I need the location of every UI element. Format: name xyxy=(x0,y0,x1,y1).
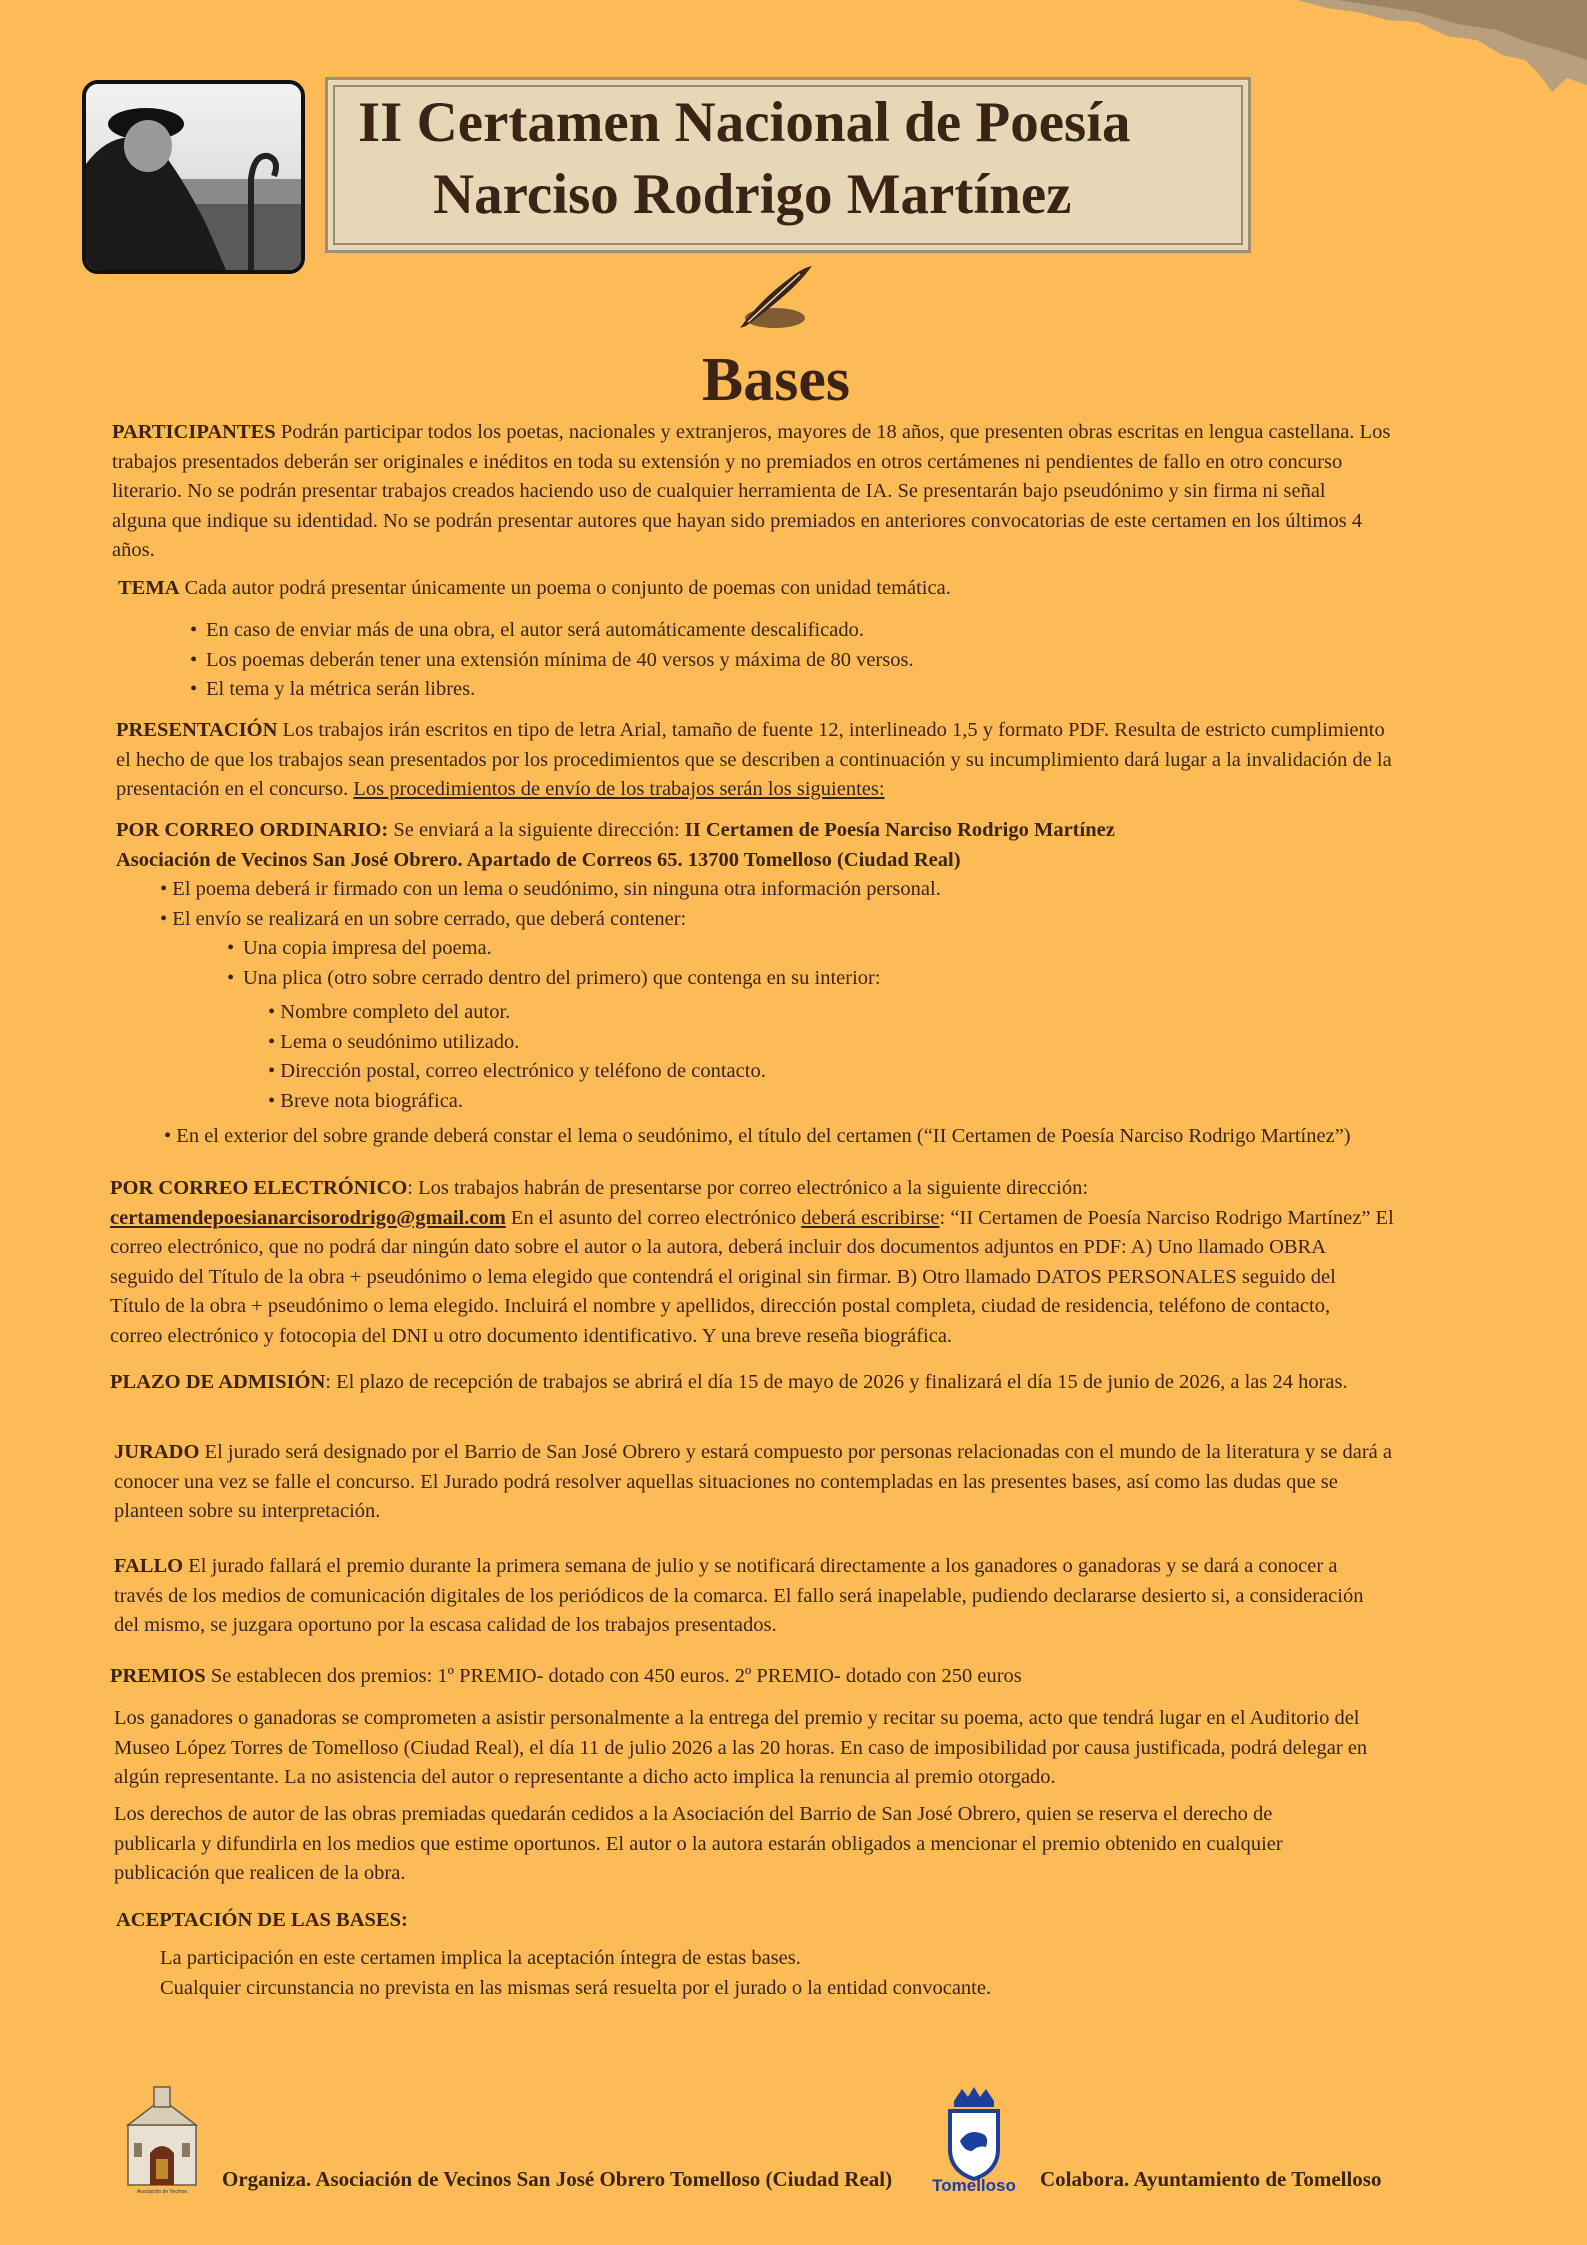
correo-electronico-line: : Los trabajos habrán de presentarse por correo electrónico a la siguiente dirección: xyxy=(407,1177,1089,1199)
portrait-photo xyxy=(82,80,305,274)
aceptacion-section xyxy=(116,1906,1536,1936)
ordinario-exterior-text: • En el exterior del sobre grande deberá constar el lema o seudónimo, el título del certamen (“II Certamen de Poesía Narciso Rodrigo Martínez”) xyxy=(164,1125,1351,1147)
plica-item: • Dirección postal, correo electrónico y teléfono de contacto. xyxy=(268,1060,766,1082)
premios-line: Los ganadores o ganadoras se comprometen a asistir personalmente a la entrega del premio y recitar su poema, acto que tendrá lugar en el Auditorio del xyxy=(114,1707,1360,1729)
presentacion-line: Los trabajos irán escritos en tipo de letra Arial, tamaño de fuente 12, interlineado 1,5 y formato PDF. Resulta de estricto cumplimiento xyxy=(277,719,1385,741)
presentacion-label: PRESENTACIÓN xyxy=(116,719,278,741)
presentacion-line: presentación en el concurso. xyxy=(116,778,354,800)
jurado-line: El jurado será designado por el Barrio de San José Obrero y estará compuesto por personas relacionadas con el mundo de la literatura y se dará a xyxy=(199,1441,1392,1463)
plazo-section xyxy=(110,1368,1530,1398)
postal-address-line2: Asociación de Vecinos San José Obrero. Apartado de Correos 65. 13700 Tomelloso (Ciudad Real) xyxy=(116,848,961,871)
aceptacion-line: Cualquier circunstancia no prevista en las mismas será resuelta por el jurado o la entidad convocante. xyxy=(160,1976,992,1999)
participantes-line: trabajos presentados deberán ser originales e inéditos en toda su extensión y no premiados en otros certámenes ni pendientes de fallo en otro concurso xyxy=(112,450,1343,473)
church-logo xyxy=(122,2085,202,2200)
plazo-label: PLAZO DE ADMISIÓN xyxy=(110,1371,326,1393)
section-title: Bases xyxy=(701,346,851,414)
correo-electronico-section xyxy=(110,1174,1530,1351)
ordinario-bullet: • El poema deberá ir firmado con un lema o seudónimo, sin ninguna otra información personal. xyxy=(160,878,941,900)
tema-bullets xyxy=(206,616,1587,705)
correo-electronico-label: POR CORREO ELECTRÓNICO xyxy=(110,1177,408,1199)
tema-section xyxy=(118,574,1538,604)
premios-derechos xyxy=(114,1800,1534,1889)
fallo-line: El jurado fallará el premio durante la primera semana de julio y se notificará directamente a los ganadores o ganadoras y se dará a conocer a xyxy=(183,1555,1338,1577)
tema-text: Cada autor podrá presentar únicamente un poema o conjunto de poemas con unidad temática. xyxy=(179,577,951,599)
premios-section xyxy=(110,1662,1530,1692)
correo-electronico-line: correo electrónico y fotocopia del DNI u otro documento identificativo. Y una breve reseña biográfica. xyxy=(110,1324,953,1347)
plica-item: • Lema o seudónimo utilizado. xyxy=(268,1030,520,1053)
premios-line: publicarla y difundirla en los medios que estime oportunos. El autor o la autora estarán obligados a mencionar el premio obtenido en cualquier xyxy=(114,1832,1283,1855)
tema-bullet: • Los poemas deberán tener una extensión mínima de 40 versos y máxima de 80 versos. xyxy=(206,646,1587,676)
correo-electronico-line: Título de la obra + pseudónimo o lema elegido. Incluirá el nombre y apellidos, dirección postal completa, ciudad de residencia, teléfono de contacto, xyxy=(110,1295,1331,1317)
presentacion-line: el hecho de que los trabajos sean presentados por los procedimientos que se describen a continuación y su incumplimiento dará lugar a la invalidación de la xyxy=(116,748,1392,771)
plica-items xyxy=(268,998,1587,1116)
fallo-line: través de los medios de comunicación digitales de los periódicos de la comarca. El fallo será inapelable, pudiendo declararse desierto si, a consideración xyxy=(114,1584,1364,1607)
correo-ordinario-section xyxy=(116,816,1536,934)
plica-item: • Nombre completo del autor. xyxy=(268,1001,511,1023)
tema-bullet: • En caso de enviar más de una obra, el autor será automáticamente descalificado. xyxy=(206,616,1587,646)
torn-paper-decoration xyxy=(1257,0,1587,110)
ordinario-sub-bullets xyxy=(243,934,1587,993)
tema-bullet: • El tema y la métrica serán libres. xyxy=(206,675,1587,705)
presentacion-section xyxy=(116,716,1536,805)
footer-organiza: Organiza. Asociación de Vecinos San José Obrero Tomelloso (Ciudad Real) xyxy=(222,2167,893,2191)
presentacion-procedures: Los procedimientos de envío de los trabajos serán los siguientes: xyxy=(353,778,885,800)
tomelloso-logo-text: Tomelloso xyxy=(932,2176,1016,2195)
correo-ordinario-label: POR CORREO ORDINARIO: xyxy=(116,819,389,841)
participantes-line: literario. No se podrán presentar trabajos creados haciendo uso de cualquier herramienta de IA. Se presentarán bajo pseudónimo y sin firma ni señal xyxy=(112,480,1326,502)
ordinario-sub-bullet: • Una plica (otro sobre cerrado dentro del primero) que contenga en su interior: xyxy=(243,964,1587,994)
correo-electronico-line: En el asunto del correo electrónico xyxy=(505,1206,802,1229)
title-box xyxy=(325,77,1251,253)
correo-ordinario-text: Se enviará a la siguiente dirección: xyxy=(388,819,685,841)
jurado-section xyxy=(114,1438,1534,1527)
correo-electronico-line: seguido del Título de la obra + pseudónimo o lema elegido que contendrá el original sin firmar. B) Otro llamado DATOS PERSONALES seguido del xyxy=(110,1265,1336,1288)
svg-text:Asociación de Vecinos: Asociación de Vecinos xyxy=(136,2189,188,2195)
quill-pen-icon xyxy=(720,260,820,335)
participantes-line: Podrán participar todos los poetas, nacionales y extranjeros, mayores de 18 años, que presenten obras escritas en lengua castellana. Los xyxy=(275,421,1391,443)
title-line-1: II Certamen Nacional de Poesía xyxy=(358,91,1131,154)
jurado-line: conocer una vez se falle el concurso. El Jurado podrá resolver aquellas situaciones no contempladas en las presentes bases, así como las dudas que se xyxy=(114,1470,1338,1493)
email-link[interactable]: certamendepoesianarcisorodrigo@gmail.com xyxy=(110,1206,506,1229)
aceptacion-lines xyxy=(160,1944,1580,2003)
correo-electronico-underlined: deberá escribirse xyxy=(801,1206,940,1229)
fallo-line: del mismo, se juzgara oportuno por la escasa calidad de los trabajos presentados. xyxy=(114,1614,777,1636)
ordinario-sub-bullet: • Una copia impresa del poema. xyxy=(243,934,1587,964)
fallo-label: FALLO xyxy=(114,1555,184,1577)
tema-label: TEMA xyxy=(118,577,180,599)
correo-electronico-line: correo electrónico, que no podrá dar ningún dato sobre el autor o la autora, deberá incluir dos documentos adjuntos en PDF: A) Uno llamado OBRA xyxy=(110,1236,1327,1258)
premios-label: PREMIOS xyxy=(110,1665,206,1687)
premios-entrega xyxy=(114,1704,1534,1793)
correo-electronico-line: : “II Certamen de Poesía Narciso Rodrigo Martínez” El xyxy=(939,1206,1394,1229)
participantes-section xyxy=(112,418,1532,566)
aceptacion-line: La participación en este certamen implica la aceptación íntegra de estas bases. xyxy=(160,1947,801,1969)
plica-item: • Breve nota biográfica. xyxy=(268,1089,464,1112)
fallo-section xyxy=(114,1552,1534,1641)
premios-line: algún representante. La no asistencia del autor o representante a dicho acto implica la renuncia al premio otorgado. xyxy=(114,1766,1056,1788)
participantes-line: años. xyxy=(112,539,155,561)
aceptacion-label: ACEPTACIÓN DE LAS BASES: xyxy=(116,1909,408,1931)
participantes-label: PARTICIPANTES xyxy=(112,421,276,443)
premios-text: Se establecen dos premios: 1º PREMIO- dotado con 450 euros. 2º PREMIO- dotado con 250 euros xyxy=(205,1665,1022,1687)
ordinario-exterior xyxy=(164,1122,1584,1152)
ordinario-bullet: • El envío se realizará en un sobre cerrado, que deberá contener: xyxy=(160,907,687,930)
premios-line: Los derechos de autor de las obras premiadas quedarán cedidos a la Asociación del Barrio de San José Obrero, quien se reserva el derecho de xyxy=(114,1803,1273,1825)
footer-colabora: Colabora. Ayuntamiento de Tomelloso xyxy=(1040,2167,1382,2191)
premios-line: Museo López Torres de Tomelloso (Ciudad Real), el día 11 de julio 2026 a las 20 horas. En caso de imposibilidad por causa justificada, podrá delegar en xyxy=(114,1736,1368,1759)
jurado-line: planteen sobre su interpretación. xyxy=(114,1500,381,1522)
title-line-2: Narciso Rodrigo Martínez xyxy=(433,163,1072,226)
jurado-label: JURADO xyxy=(114,1441,200,1463)
plazo-text: : El plazo de recepción de trabajos se abrirá el día 15 de mayo de 2026 y finalizará el día 15 de junio de 2026, a las 24 horas. xyxy=(325,1371,1348,1393)
postal-address-line1: II Certamen de Poesía Narciso Rodrigo Martínez xyxy=(684,819,1115,841)
premios-line: publicación que realicen de la obra. xyxy=(114,1862,406,1884)
participantes-line: alguna que indique su identidad. No se podrán presentar autores que hayan sido premiados en anteriores convocatorias de este certamen en los últimos 4 xyxy=(112,509,1363,532)
